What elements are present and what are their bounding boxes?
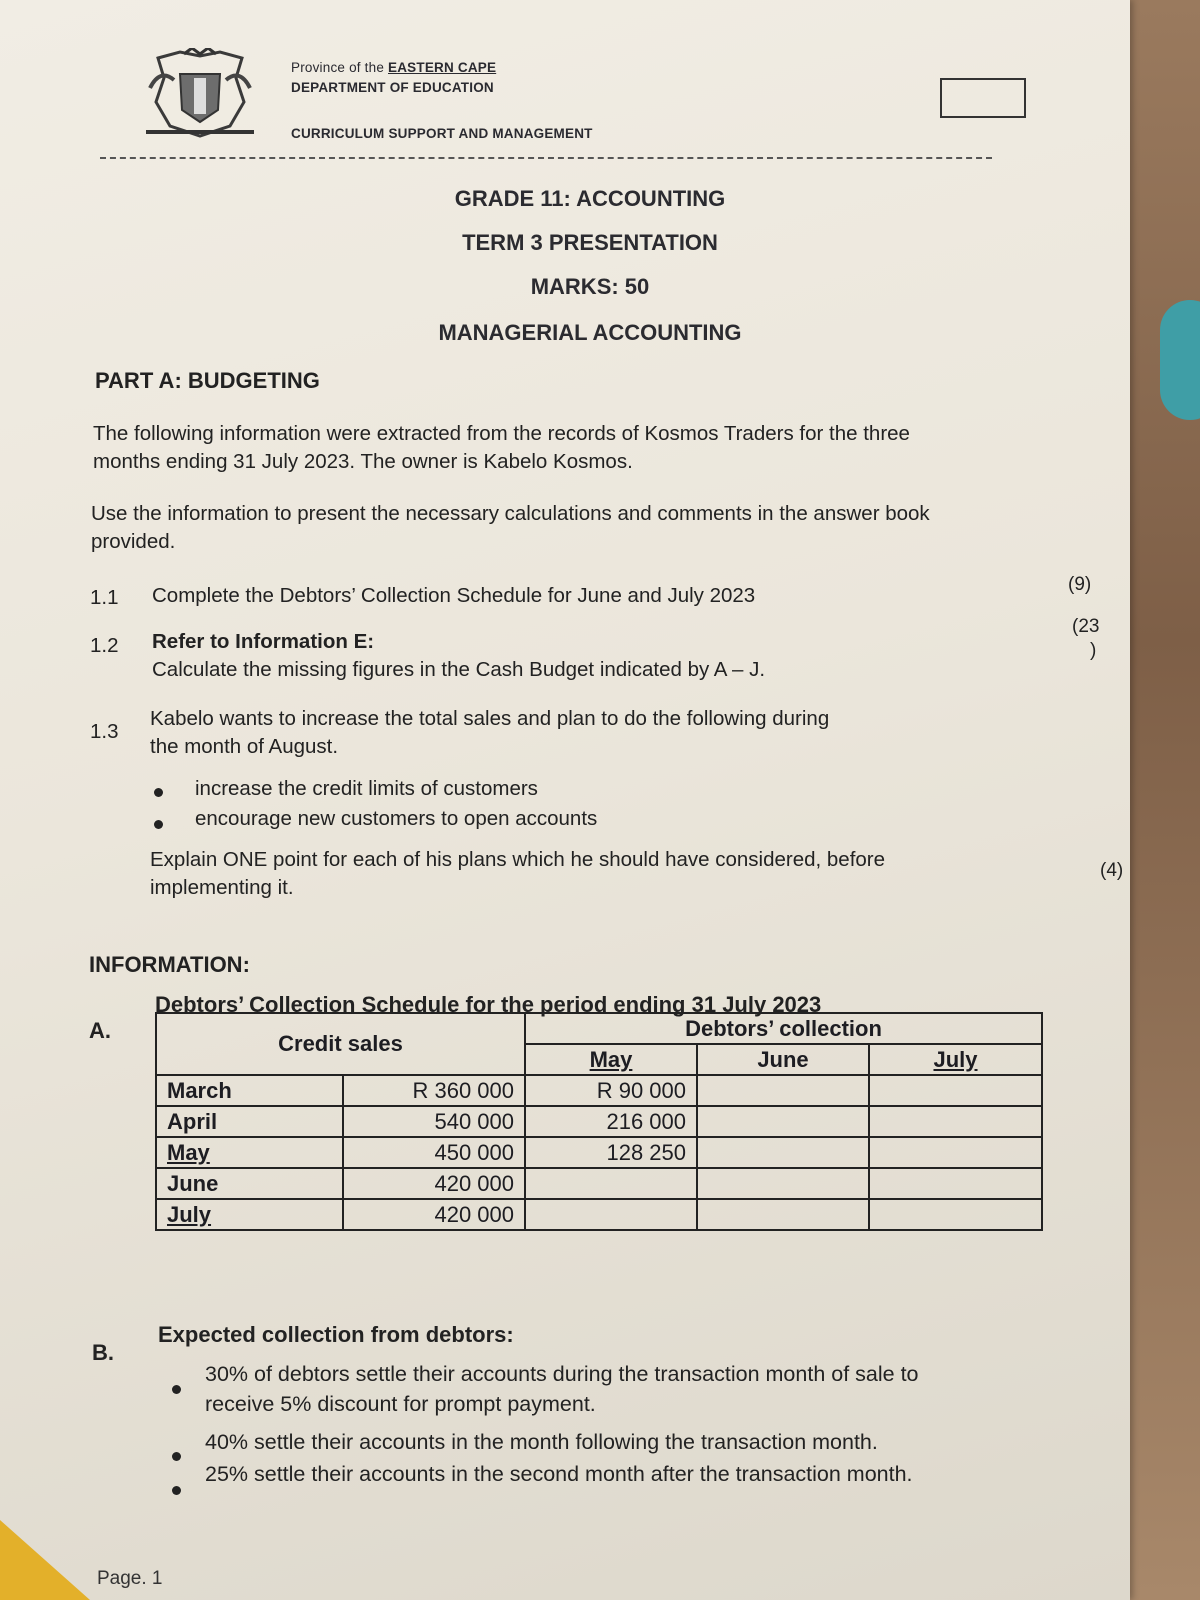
sales-cell: 540 000: [343, 1106, 525, 1137]
question-number: 1.1: [90, 586, 119, 609]
question-mark: (23: [1072, 616, 1100, 637]
june-cell: [697, 1075, 869, 1106]
province-prefix: Province of the: [291, 60, 385, 75]
month-cell: July: [156, 1199, 343, 1230]
use-line-1: Use the information to present the necessary calculations and comments in the answer book: [91, 502, 930, 525]
bullet: [172, 1486, 181, 1495]
july-cell: [869, 1106, 1042, 1137]
table-row: [156, 1168, 1042, 1199]
intro-line-1: The following information were extracted from the records of Kosmos Traders for the three: [93, 422, 910, 445]
may-cell: [525, 1168, 697, 1199]
sales-cell: R 360 000: [343, 1075, 525, 1106]
sales-cell: 450 000: [343, 1137, 525, 1168]
subject-title: MANAGERIAL ACCOUNTING: [438, 320, 742, 345]
question-text: Complete the Debtors’ Collection Schedule for June and July 2023: [152, 584, 756, 607]
bullet: [172, 1452, 181, 1461]
bullet: [172, 1385, 181, 1394]
question-text: Explain ONE point for each of his plans which he should have considered, before: [150, 848, 886, 871]
question-number: 1.2: [90, 634, 119, 657]
question-text: implementing it.: [150, 876, 294, 899]
province-line: [291, 60, 496, 75]
month-cell: April: [156, 1106, 343, 1137]
part-a-heading: PART A: BUDGETING: [95, 368, 320, 393]
july-cell: [869, 1137, 1042, 1168]
collection-rule: 25% settle their accounts in the second month after the transaction month.: [205, 1462, 913, 1486]
table-row: [156, 1137, 1042, 1168]
bullet: [154, 820, 163, 829]
info-a-label: A.: [89, 1018, 111, 1043]
month-header: July: [869, 1044, 1042, 1075]
month-cell: May: [156, 1137, 343, 1168]
collection-rule: 30% of debtors settle their accounts during the transaction month of sale to: [205, 1362, 919, 1386]
question-mark: ): [1090, 640, 1097, 661]
unit-name: CURRICULUM SUPPORT AND MANAGEMENT: [291, 126, 593, 141]
coat-of-arms-icon: [140, 48, 260, 140]
background-surface: [1128, 0, 1200, 1600]
debtors-collection-header: Debtors’ collection: [525, 1013, 1042, 1044]
question-text: Kabelo wants to increase the total sales and plan to do the following during: [150, 707, 830, 730]
may-cell: R 90 000: [525, 1075, 697, 1106]
debtors-collection-table: [155, 1012, 1043, 1231]
month-cell: June: [156, 1168, 343, 1199]
plan-item: increase the credit limits of customers: [195, 777, 538, 800]
intro-line-2: months ending 31 July 2023. The owner is Kabelo Kosmos.: [93, 450, 633, 473]
question-text: Refer to Information E:: [152, 630, 375, 653]
table-row: [156, 1199, 1042, 1230]
july-cell: [869, 1199, 1042, 1230]
page-number: Page. 1: [97, 1568, 163, 1589]
exam-number-box: [940, 78, 1026, 118]
june-cell: [697, 1106, 869, 1137]
table-row: [156, 1075, 1042, 1106]
info-b-label: B.: [92, 1340, 114, 1365]
question-text: the month of August.: [150, 735, 339, 758]
collection-rule: receive 5% discount for prompt payment.: [205, 1392, 596, 1416]
july-cell: [869, 1075, 1042, 1106]
sales-cell: 420 000: [343, 1199, 525, 1230]
collection-rule: 40% settle their accounts in the month following the transaction month.: [205, 1430, 878, 1454]
may-cell: 216 000: [525, 1106, 697, 1137]
use-line-2: provided.: [91, 530, 176, 553]
table-row: [156, 1106, 1042, 1137]
month-header: May: [525, 1044, 697, 1075]
may-cell: [525, 1199, 697, 1230]
header-divider: [100, 157, 992, 159]
month-header: June: [697, 1044, 869, 1075]
table-header-row: [156, 1013, 1042, 1044]
credit-sales-header: Credit sales: [156, 1013, 525, 1075]
plan-item: encourage new customers to open accounts: [195, 807, 598, 830]
may-cell: 128 250: [525, 1137, 697, 1168]
june-cell: [697, 1199, 869, 1230]
sales-cell: 420 000: [343, 1168, 525, 1199]
grade-title: GRADE 11: ACCOUNTING: [454, 186, 726, 211]
bullet: [154, 788, 163, 797]
information-heading: INFORMATION:: [89, 952, 250, 977]
month-cell: March: [156, 1075, 343, 1106]
july-cell: [869, 1168, 1042, 1199]
june-cell: [697, 1137, 869, 1168]
info-b-title: Expected collection from debtors:: [158, 1322, 514, 1347]
question-text: Calculate the missing figures in the Cash Budget indicated by A – J.: [152, 658, 766, 681]
background-cloth: [1160, 300, 1200, 420]
marks-title: MARKS: 50: [530, 274, 650, 299]
question-number: 1.3: [90, 720, 119, 743]
question-mark: (4): [1100, 860, 1124, 881]
info-a-title: Debtors’ Collection Schedule for the period ending 31 July 2023: [155, 992, 822, 1017]
department-name: DEPARTMENT OF EDUCATION: [291, 80, 494, 95]
june-cell: [697, 1168, 869, 1199]
term-title: TERM 3 PRESENTATION: [462, 230, 718, 255]
province-name: EASTERN CAPE: [388, 60, 497, 75]
question-mark: (9): [1068, 574, 1092, 595]
